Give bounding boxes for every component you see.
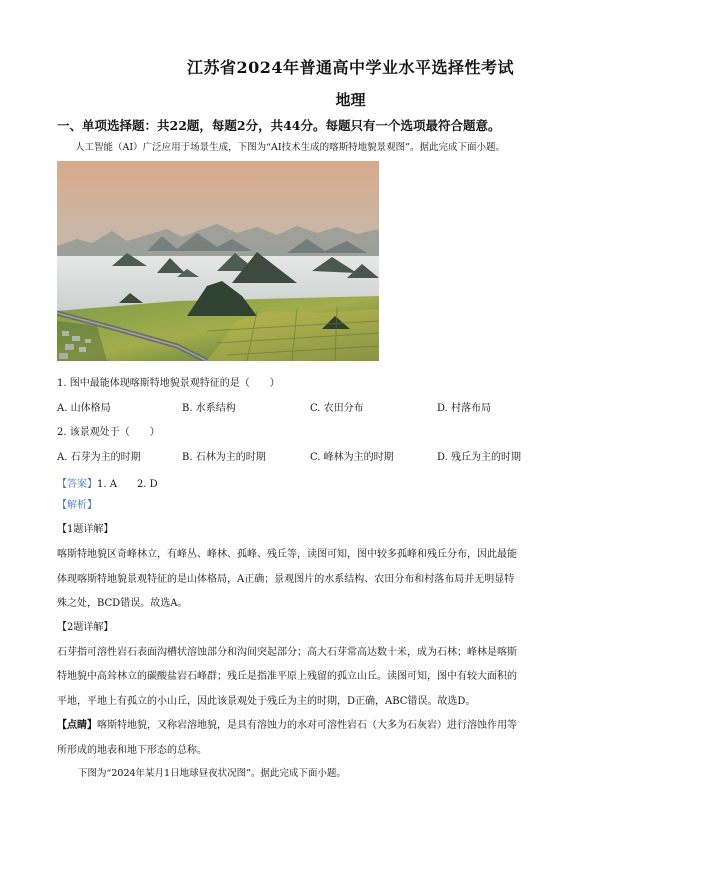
q2-option-c: C. 峰林为主的时期 <box>310 452 394 463</box>
q1-detail-label: 【1题详解】 <box>57 524 114 535</box>
question-1: 1. 图中最能体现喀斯特地貌景观特征的是（ ） <box>57 378 280 389</box>
exam-title: 江苏省2024年普通高中学业水平选择性考试 <box>186 58 515 77</box>
karst-landscape-image <box>57 161 379 361</box>
subject-title: 地理 <box>335 91 366 109</box>
q1-option-a: A. 山体格局 <box>57 403 111 414</box>
q2-option-b: B. 石林为主的时期 <box>182 452 266 463</box>
tip-text: 喀斯特地貌，又称岩溶地貌，是具有溶蚀力的水对可溶性岩石（大多为石灰岩）进行溶蚀作用等 <box>97 720 517 731</box>
tip-line-2: 所形成的地表和地下形态的总称。 <box>57 745 207 756</box>
section-heading: 一、单项选择题：共22题，每题2分，共44分。每题只有一个选项最符合题意。 <box>57 118 501 133</box>
next-question-intro: 下图为“2024年某月1日地球昼夜状况图”。据此完成下面小题。 <box>78 768 346 779</box>
karst-landscape-illustration <box>57 161 379 361</box>
answer-value: 1. A 2. D <box>97 479 158 490</box>
q1-detail-line: 体现喀斯特地貌景观特征的是山体格局，A正确；景观图片的水系结构、农田分布和村落布局并无明显特 <box>57 574 515 585</box>
analysis-label: 【解析】 <box>57 500 97 511</box>
q2-detail-line: 特地貌中高耸林立的碳酸盐岩石峰群；残丘是指准平原上残留的孤立山丘。读图可知，图中有较大面积的 <box>57 671 517 682</box>
q1-option-d: D. 村落布局 <box>437 403 492 414</box>
q2-detail-line: 石芽指可溶性岩石表面沟槽状溶蚀部分和沟间突起部分；高大石芽常高达数十米，成为石林；峰林是喀斯 <box>57 647 517 658</box>
q1-detail-line: 喀斯特地貌区奇峰林立，有峰丛、峰林、孤峰、残丘等，读图可知，图中较多孤峰和残丘分布，因此最能 <box>57 549 517 560</box>
answer-line <box>57 472 158 491</box>
tip-line <box>57 716 517 731</box>
q2-detail-label: 【2题详解】 <box>57 622 114 633</box>
q2-option-d: D. 残丘为主的时期 <box>437 452 522 463</box>
q1-option-c: C. 农田分布 <box>310 403 364 414</box>
q1-option-b: B. 水系结构 <box>182 403 236 414</box>
q2-detail-line: 平地，平地上有孤立的小山丘，因此该景观处于残丘为主的时期，D正确，ABC错误。故选D。 <box>57 696 476 707</box>
q2-option-a: A. 石芽为主的时期 <box>57 452 141 463</box>
q1-detail-line: 殊之处，BCD错误。故选A。 <box>57 598 188 609</box>
question-intro: 人工智能（AI）广泛应用于场景生成，下图为“AI技术生成的喀斯特地貌景观图”。据此完成下面小题。 <box>75 142 505 153</box>
answer-label: 【答案】 <box>57 479 97 490</box>
tip-label: 【点睛】 <box>57 720 97 731</box>
question-2: 2. 该景观处于（ ） <box>57 427 160 438</box>
